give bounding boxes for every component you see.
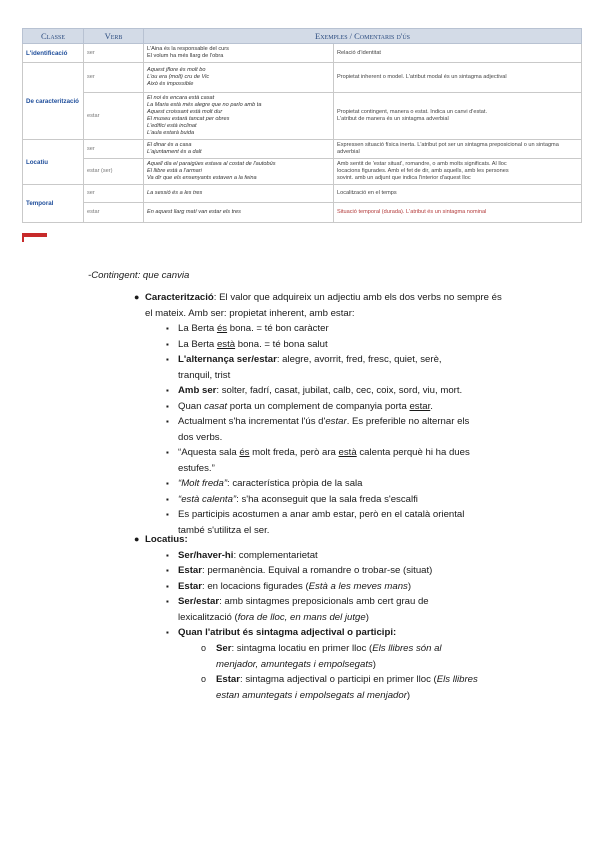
square-bullet-icon: ▪ xyxy=(166,597,169,606)
square-bullet-icon: ▪ xyxy=(166,551,169,560)
row-class: L'identificació xyxy=(23,44,84,63)
row-comment: Propietat inherent o model. L'atribut modal és un sintagma adjectival xyxy=(334,63,582,93)
circle-bullet-icon: o xyxy=(201,643,207,653)
row-examples: L'Aina és la responsable del curs El volum ha més llarg de l'obra xyxy=(144,44,334,63)
row-class: Temporal xyxy=(23,185,84,223)
table-row xyxy=(23,185,582,203)
row-class: De caracterització xyxy=(23,63,84,140)
sub-list-item: o Ser: sintagma locatiu en primer lloc (Els llibres són al menjador, amuntegats i empolsegats) xyxy=(201,643,442,670)
list-item: ▪ “Molt freda”: característica pròpia de la sala xyxy=(178,476,476,492)
table-row xyxy=(23,93,582,140)
row-comment: Situació temporal (durada). L'atribut és un sintagma nominal xyxy=(334,203,582,223)
contingent-note: -Contingent: que canvia xyxy=(88,270,190,281)
row-examples: La sessió és a les tres xyxy=(144,185,334,203)
row-comment: Localització en el temps xyxy=(334,185,582,203)
row-verb: ser xyxy=(84,44,144,63)
list-item: ▪ Ser/haver-hi: complementarietat xyxy=(178,548,476,564)
header-classe: Classe xyxy=(23,29,84,44)
list-item: ▪ “està calenta”: s'ha aconseguit que la sala freda s'escalfi xyxy=(178,492,476,508)
table-row xyxy=(23,63,582,93)
row-examples: Aquell dia el paraigües estava al costat de l'autobús El llibre està a l'armari Va dir que els ensenyants estaven a la feina xyxy=(144,159,334,185)
row-class: Locatiu xyxy=(23,140,84,185)
table-row xyxy=(23,159,582,185)
table-header-row xyxy=(23,29,582,44)
bullet-locatius: ● Locatius: xyxy=(145,532,505,548)
square-bullet-icon: ▪ xyxy=(166,324,169,333)
square-bullet-icon: ▪ xyxy=(166,417,169,426)
list-item: ▪ L'alternança ser/estar: alegre, avorrit, fred, fresc, quiet, serè, tranquil, trist xyxy=(166,354,442,381)
row-comment: Amb sentit de 'estar situat', romandre, o amb molts significats. Al lloc locacions figurades. Amb el fet de dir, amb aquells, amb les persones sovint. amb un adjunt que indica l'interior d'aquest lloc xyxy=(334,159,582,185)
bullet-dot-icon: ● xyxy=(134,292,140,302)
square-bullet-icon: ▪ xyxy=(166,628,169,637)
red-marker xyxy=(22,233,47,237)
row-verb: estar xyxy=(84,203,144,223)
square-bullet-icon: ▪ xyxy=(166,582,169,591)
bullet-caracteritzacio: ● Caracterització: El valor que adquireix un adjectiu amb els dos verbs no sempre és el mateix. Amb ser: propietat inherent, amb estar: xyxy=(134,292,502,319)
list-item: ▪ Amb ser: solter, fadrí, casat, jubilat, calb, cec, coix, sord, viu, mort. xyxy=(178,383,476,399)
bullet-dot-icon: ● xyxy=(134,534,140,544)
row-comment: Propietat contingent, manera o estat. Indica un canvi d'estat. L'atribut de manera és un sintagma adverbial xyxy=(334,93,582,140)
row-comment: Expressen situació física inerta. L'atribut pot ser un sintagma preposicional o un sintagma adverbial xyxy=(334,140,582,159)
square-bullet-icon: ▪ xyxy=(166,340,169,349)
sub-list-item: o Estar: sintagma adjectival o participi en primer lloc (Els llibres estan amuntegats i empolsegats al menjador) xyxy=(201,674,478,701)
square-bullet-icon: ▪ xyxy=(166,386,169,395)
header-verb: Verb xyxy=(84,29,144,44)
row-verb: estar xyxy=(84,93,144,140)
row-examples: En aquest llarg matí van estar els tres xyxy=(144,203,334,223)
square-bullet-icon: ▪ xyxy=(166,566,169,575)
row-verb: ser xyxy=(84,63,144,93)
classification-table xyxy=(22,28,581,223)
header-exemples: Exemples / Comentaris d'ús xyxy=(144,29,582,44)
list-item: ▪ Actualment s'ha incrementat l'ús d'estar. Es preferible no alternar els dos verbs. xyxy=(166,416,470,443)
list-item: ▪ Quan casat porta un complement de companyia porta estar. xyxy=(178,399,476,415)
list-item: ▪ Estar: en locacions figurades (Està a les meves mans) xyxy=(178,579,476,595)
row-verb: ser xyxy=(84,140,144,159)
circle-bullet-icon: o xyxy=(201,674,207,684)
square-bullet-icon: ▪ xyxy=(166,495,169,504)
list-item: ▪ Ser/estar: amb sintagmes preposicionals amb cert grau de lexicalització (fora de lloc, en mans del jutge) xyxy=(166,596,429,623)
table-row xyxy=(23,203,582,223)
table-row xyxy=(23,44,582,63)
list-item: ▪ “Aquesta sala és molt freda, però ara està calenta perquè hi ha dues estufes.” xyxy=(166,447,470,474)
row-examples: El dinar és a casa L'ajuntament és a dalt xyxy=(144,140,334,159)
list-item: ▪ La Berta és bona. = té bon caràcter xyxy=(178,321,476,337)
row-verb: estar (ser) xyxy=(84,159,144,185)
row-examples: El noi és encara està casat La Maria està més alegre que no parlo amb ta Aquest croissant està molt dur El museu estarà tancat per obres L'edifici està inclinat L'aula estarà buida xyxy=(144,93,334,140)
list-item: ▪ Estar: permanència. Equival a romandre o trobar-se (situat) xyxy=(178,563,476,579)
square-bullet-icon: ▪ xyxy=(166,510,169,519)
list-item: ▪ Es participis acostumen a anar amb estar, però en el català oriental també s'utilitza el ser. xyxy=(166,509,465,536)
row-verb: ser xyxy=(84,185,144,203)
list-item: ▪ La Berta està bona. = té bona salut xyxy=(178,337,476,353)
red-marker-vertical xyxy=(22,233,24,242)
row-comment: Relació d'identitat xyxy=(334,44,582,63)
table-row xyxy=(23,140,582,159)
square-bullet-icon: ▪ xyxy=(166,448,169,457)
square-bullet-icon: ▪ xyxy=(166,402,169,411)
row-examples: Aquest jflore és molt bo L'ou era (molt) cru de Vic Això és impossible xyxy=(144,63,334,93)
square-bullet-icon: ▪ xyxy=(166,479,169,488)
list-item: ▪ Quan l'atribut és sintagma adjectival o participi: xyxy=(178,625,476,641)
square-bullet-icon: ▪ xyxy=(166,355,169,364)
